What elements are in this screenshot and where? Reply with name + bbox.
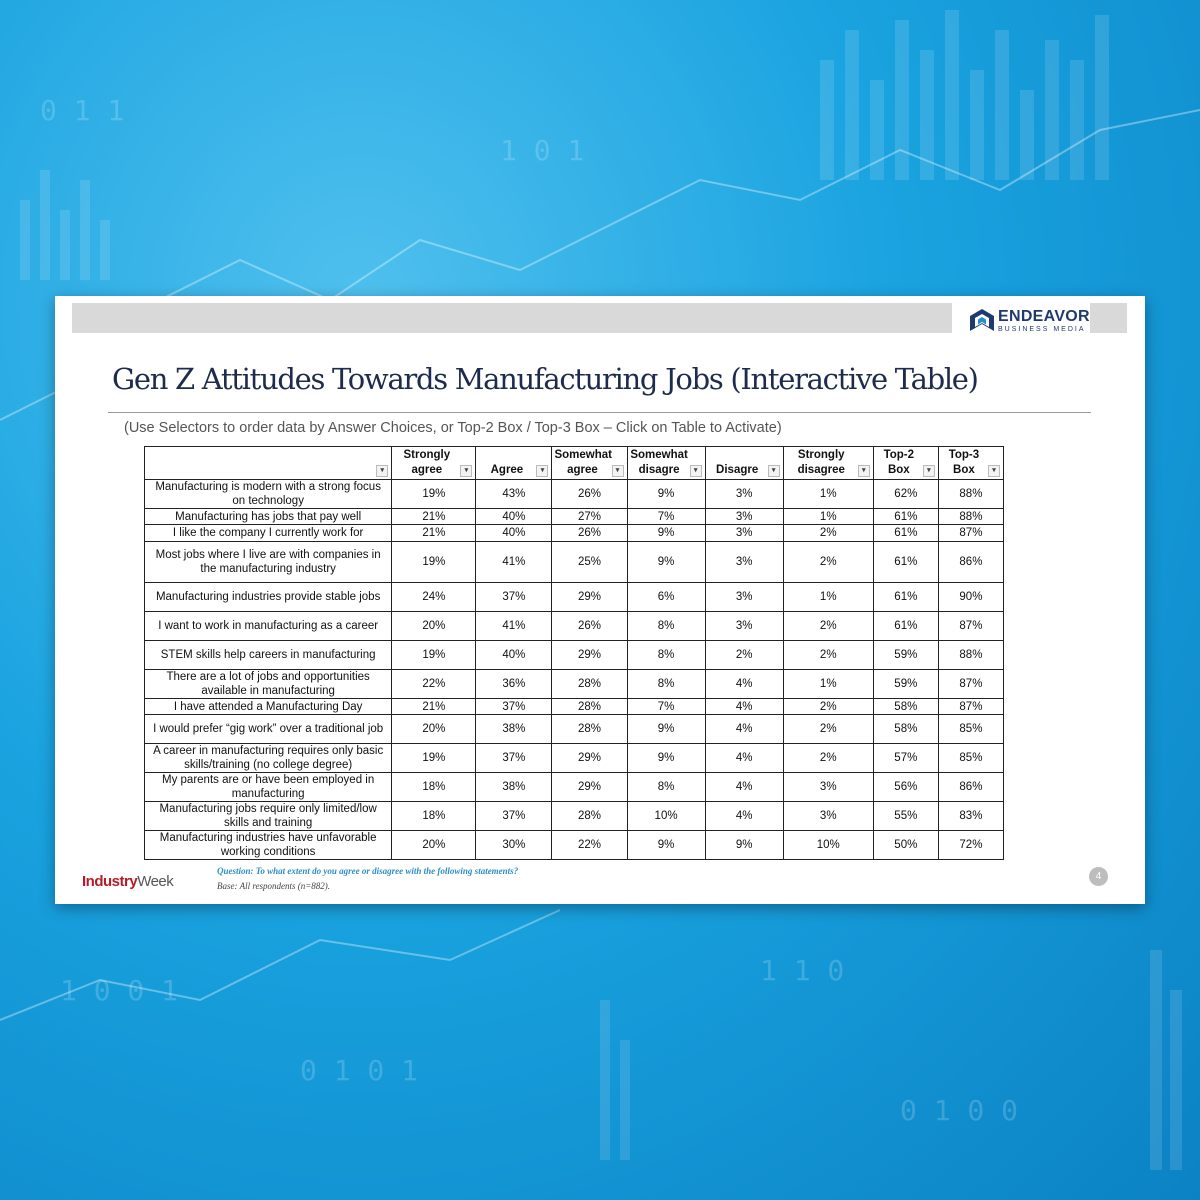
column-header-8[interactable] [938,447,1003,480]
table-row[interactable] [145,525,1004,542]
value-cell: 10% [783,831,873,860]
value-cell: 4% [705,670,783,699]
table-row[interactable] [145,699,1004,715]
statement-cell: Manufacturing jobs require only limited/low skills and training [145,802,392,831]
value-cell: 87% [938,699,1003,715]
svg-text:0 1 1: 0 1 1 [40,94,125,127]
value-cell: 4% [705,802,783,831]
column-header-line2: Box [887,464,910,476]
value-cell: 56% [873,773,938,802]
value-cell: 21% [392,699,476,715]
svg-text:0 1 0 1: 0 1 0 1 [300,1054,419,1087]
svg-text:1 0 1: 1 0 1 [500,134,585,167]
value-cell: 9% [627,744,705,773]
value-cell: 9% [627,480,705,509]
header-row [145,447,1004,480]
value-cell: 4% [705,715,783,744]
value-cell: 6% [627,583,705,612]
value-cell: 19% [392,744,476,773]
value-cell: 4% [705,699,783,715]
value-cell: 3% [783,773,873,802]
statement-cell: I want to work in manufacturing as a career [145,612,392,641]
value-cell: 3% [705,525,783,542]
column-header-5[interactable] [705,447,783,480]
value-cell: 18% [392,802,476,831]
value-cell: 62% [873,480,938,509]
table-row[interactable] [145,612,1004,641]
value-cell: 20% [392,831,476,860]
table-row[interactable] [145,542,1004,583]
value-cell: 85% [938,715,1003,744]
industryweek-logo [82,873,173,890]
slide-header-bar [72,303,1127,333]
column-header-line2: disagree [797,464,845,476]
column-header-line2: Box [953,464,975,476]
table-row[interactable] [145,480,1004,509]
value-cell: 8% [627,612,705,641]
value-cell: 88% [938,480,1003,509]
page-number: 4 [1089,867,1108,886]
value-cell: 8% [627,641,705,670]
value-cell: 8% [627,670,705,699]
column-header-6[interactable] [783,447,873,480]
column-header-line1: Top-2 [883,449,915,461]
value-cell: 87% [938,525,1003,542]
value-cell: 2% [783,641,873,670]
filter-dropdown-icon[interactable]: ▾ [858,465,870,477]
value-cell: 40% [476,509,552,525]
value-cell: 10% [627,802,705,831]
statement-cell: I would prefer “gig work” over a traditional job [145,715,392,744]
value-cell: 50% [873,831,938,860]
filter-dropdown-icon[interactable]: ▾ [612,465,624,477]
value-cell: 1% [783,509,873,525]
statement-cell: My parents are or have been employed in manufacturing [145,773,392,802]
value-cell: 28% [552,715,627,744]
column-header-line2: agree [567,464,598,476]
column-header-line2: disagre [638,464,680,476]
table-row[interactable] [145,744,1004,773]
table-row[interactable] [145,670,1004,699]
value-cell: 25% [552,542,627,583]
value-cell: 22% [552,831,627,860]
statement-cell: STEM skills help careers in manufacturing [145,641,392,670]
value-cell: 87% [938,670,1003,699]
value-cell: 61% [873,525,938,542]
value-cell: 3% [705,583,783,612]
filter-dropdown-icon[interactable]: ▾ [376,465,388,477]
value-cell: 28% [552,802,627,831]
slide-subtitle: (Use Selectors to order data by Answer Choices, or Top-2 Box / Top-3 Box – Click on Table to Activate) [124,420,782,436]
value-cell: 88% [938,641,1003,670]
value-cell: 37% [476,802,552,831]
value-cell: 1% [783,670,873,699]
column-header-3[interactable] [552,447,627,480]
value-cell: 87% [938,612,1003,641]
value-cell: 26% [552,612,627,641]
value-cell: 26% [552,525,627,542]
table-row[interactable] [145,831,1004,860]
value-cell: 83% [938,802,1003,831]
value-cell: 19% [392,480,476,509]
column-header-2[interactable] [476,447,552,480]
statement-cell: There are a lot of jobs and opportunities available in manufacturing [145,670,392,699]
value-cell: 20% [392,715,476,744]
value-cell: 27% [552,509,627,525]
value-cell: 4% [705,773,783,802]
value-cell: 86% [938,773,1003,802]
industryweek-logo-industry: Industry [82,873,138,890]
table-row[interactable] [145,509,1004,525]
statement-cell: I like the company I currently work for [145,525,392,542]
value-cell: 9% [627,542,705,583]
table-row[interactable] [145,802,1004,831]
table-row[interactable] [145,641,1004,670]
filter-dropdown-icon[interactable]: ▾ [460,465,472,477]
value-cell: 3% [783,802,873,831]
column-header-0[interactable] [145,447,392,480]
value-cell: 29% [552,744,627,773]
value-cell: 3% [705,542,783,583]
value-cell: 40% [476,641,552,670]
filter-dropdown-icon[interactable]: ▾ [923,465,935,477]
svg-text:1 1 0: 1 1 0 [760,954,845,987]
value-cell: 61% [873,509,938,525]
value-cell: 18% [392,773,476,802]
value-cell: 55% [873,802,938,831]
value-cell: 86% [938,542,1003,583]
value-cell: 9% [627,525,705,542]
value-cell: 61% [873,583,938,612]
survey-base: Base: All respondents (n=882). [217,881,331,891]
title-divider [108,412,1091,413]
table-header [145,447,1004,480]
table-row[interactable] [145,583,1004,612]
value-cell: 61% [873,612,938,641]
value-cell: 2% [783,612,873,641]
value-cell: 2% [783,744,873,773]
column-header-7[interactable] [873,447,938,480]
column-header-line2: Disagre [716,464,759,476]
value-cell: 88% [938,509,1003,525]
filter-dropdown-icon[interactable]: ▾ [988,465,1000,477]
value-cell: 37% [476,583,552,612]
value-cell: 43% [476,480,552,509]
value-cell: 58% [873,699,938,715]
value-cell: 19% [392,542,476,583]
industryweek-logo-week: Week [137,873,174,890]
value-cell: 85% [938,744,1003,773]
column-header-line1: Somewhat [554,449,612,461]
value-cell: 9% [627,715,705,744]
filter-dropdown-icon[interactable]: ▾ [768,465,780,477]
filter-dropdown-icon[interactable]: ▾ [536,465,548,477]
value-cell: 29% [552,583,627,612]
value-cell: 72% [938,831,1003,860]
column-header-line2: Agree [490,464,524,476]
value-cell: 28% [552,699,627,715]
value-cell: 36% [476,670,552,699]
logo-name: ENDEAVOR [998,308,1090,325]
value-cell: 21% [392,509,476,525]
endeavor-logo-icon [968,307,996,335]
value-cell: 59% [873,670,938,699]
column-header-line1: Top-3 [948,449,980,461]
statement-cell: A career in manufacturing requires only basic skills/training (no college degree) [145,744,392,773]
value-cell: 20% [392,612,476,641]
statement-cell: Manufacturing industries have unfavorable working conditions [145,831,392,860]
logo-tagline: BUSINESS MEDIA [998,326,1086,333]
value-cell: 37% [476,699,552,715]
endeavor-logo [952,303,1090,339]
value-cell: 19% [392,641,476,670]
value-cell: 41% [476,612,552,641]
slide-title: Gen Z Attitudes Towards Manufacturing Jobs (Interactive Table) [112,362,978,396]
value-cell: 21% [392,525,476,542]
value-cell: 2% [783,715,873,744]
value-cell: 40% [476,525,552,542]
value-cell: 38% [476,715,552,744]
value-cell: 30% [476,831,552,860]
value-cell: 29% [552,773,627,802]
svg-text:0 1 0 0: 0 1 0 0 [900,1094,1019,1127]
table-row[interactable] [145,773,1004,802]
value-cell: 58% [873,715,938,744]
value-cell: 9% [705,831,783,860]
value-cell: 38% [476,773,552,802]
table-row[interactable] [145,715,1004,744]
value-cell: 2% [705,641,783,670]
value-cell: 59% [873,641,938,670]
value-cell: 57% [873,744,938,773]
statement-cell: I have attended a Manufacturing Day [145,699,392,715]
value-cell: 8% [627,773,705,802]
value-cell: 28% [552,670,627,699]
value-cell: 41% [476,542,552,583]
value-cell: 9% [627,831,705,860]
survey-question: Question: To what extent do you agree or disagree with the following statements? [217,866,519,876]
column-header-line1: Strongly [797,449,845,461]
value-cell: 3% [705,509,783,525]
value-cell: 4% [705,744,783,773]
value-cell: 2% [783,542,873,583]
statement-cell: Manufacturing industries provide stable jobs [145,583,392,612]
statement-cell: Most jobs where I live are with companies in the manufacturing industry [145,542,392,583]
value-cell: 3% [705,612,783,641]
value-cell: 90% [938,583,1003,612]
value-cell: 29% [552,641,627,670]
value-cell: 61% [873,542,938,583]
value-cell: 37% [476,744,552,773]
value-cell: 3% [705,480,783,509]
filter-dropdown-icon[interactable]: ▾ [690,465,702,477]
column-header-line1: Somewhat [630,449,688,461]
presentation-slide [55,296,1145,904]
column-header-1[interactable] [392,447,476,480]
column-header-line2: agree [411,464,443,476]
value-cell: 1% [783,583,873,612]
value-cell: 7% [627,699,705,715]
svg-text:1 0 0 1: 1 0 0 1 [60,974,179,1007]
value-cell: 1% [783,480,873,509]
value-cell: 2% [783,525,873,542]
value-cell: 22% [392,670,476,699]
value-cell: 24% [392,583,476,612]
value-cell: 2% [783,699,873,715]
column-header-line1: Strongly [403,449,451,461]
column-header-4[interactable] [627,447,705,480]
value-cell: 7% [627,509,705,525]
table-body [145,480,1004,860]
survey-table[interactable] [144,446,1004,860]
value-cell: 26% [552,480,627,509]
statement-cell: Manufacturing is modern with a strong focus on technology [145,480,392,509]
statement-cell: Manufacturing has jobs that pay well [145,509,392,525]
